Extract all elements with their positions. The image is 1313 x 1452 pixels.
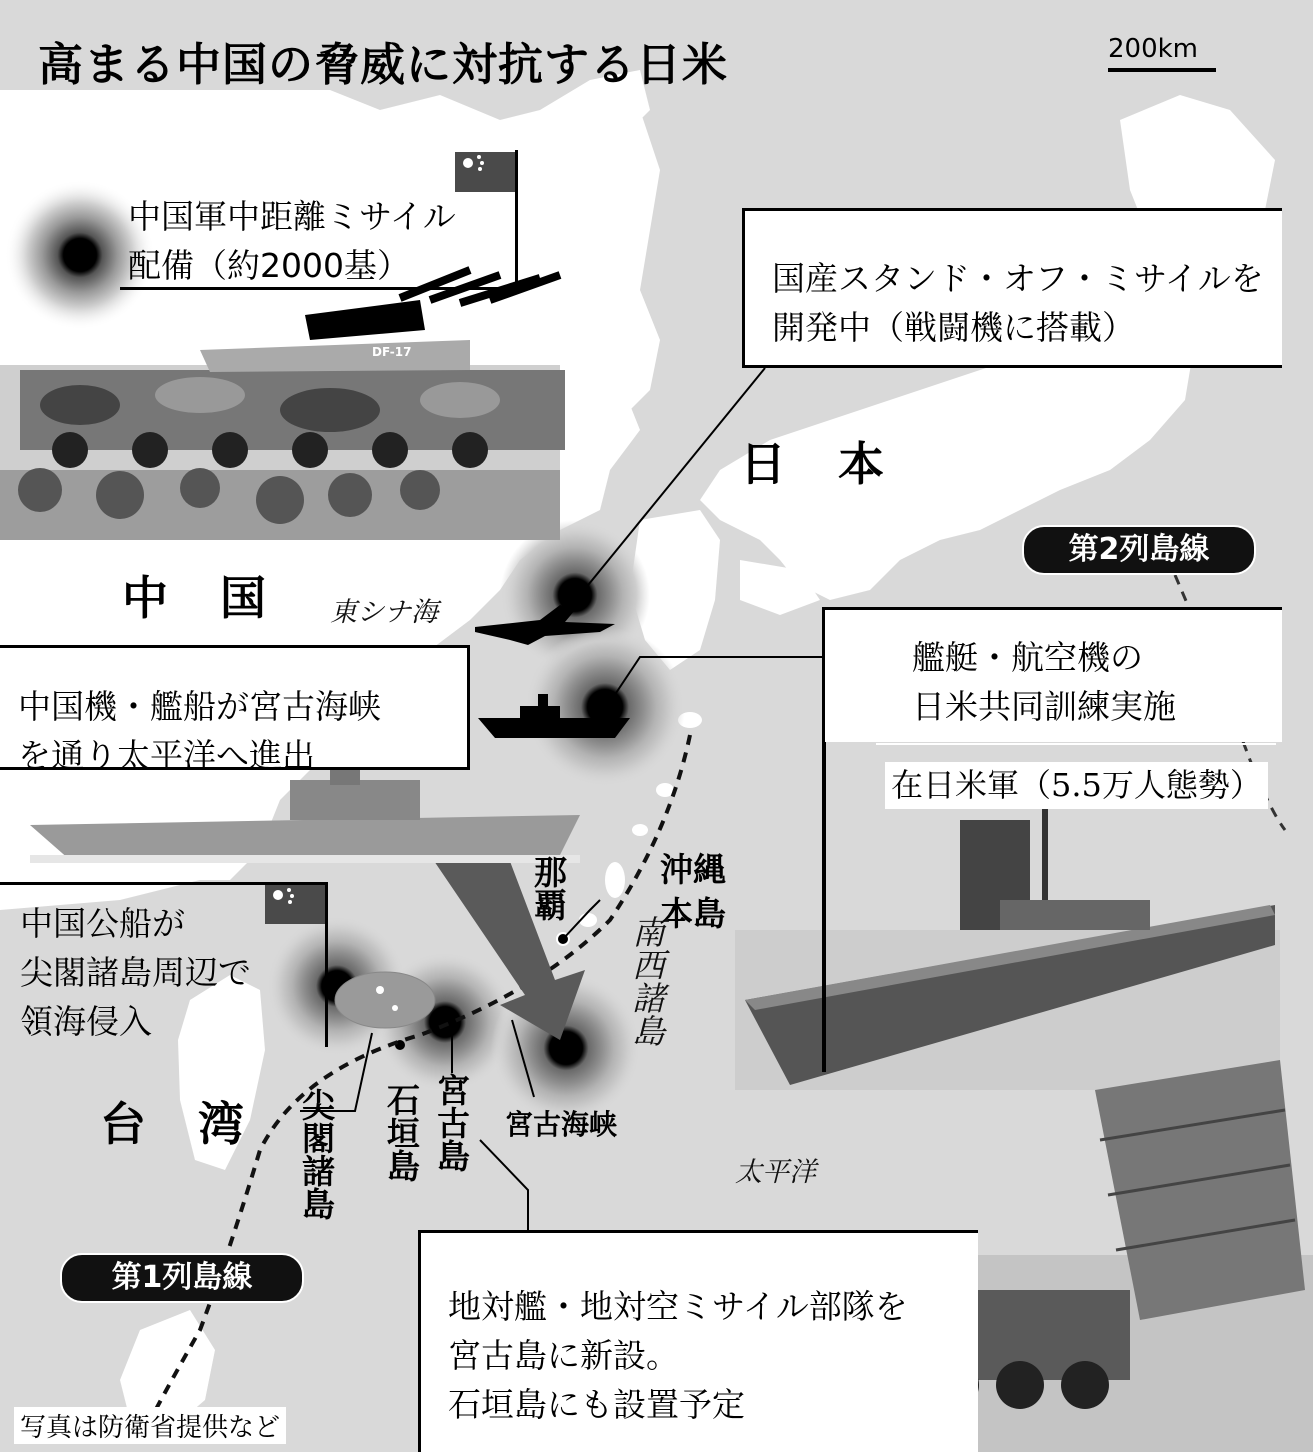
pacific-label: 太平洋 [735, 1157, 816, 1188]
scale-label: 200km [1108, 34, 1199, 64]
second-island-chain-label: 第2列島線 [1022, 525, 1256, 575]
china-label: 中国 [122, 571, 318, 625]
first-island-chain-label: 第1列島線 [60, 1253, 304, 1303]
okinawa-label: 沖縄本島 [660, 850, 726, 933]
df17-marking: DF-17 [372, 345, 412, 359]
coastguard-line-2: 尖閣諸島周辺で [20, 953, 251, 992]
senkaku-islet [392, 1005, 398, 1011]
coastguard-line-1: 中国公船が [20, 904, 185, 943]
page-title: 高まる中国の脅威に対抗する日米 [38, 38, 729, 91]
senkaku-label: 尖閣諸島 [297, 1088, 336, 1220]
joint-training-line-2: 日米共同訓練実施 [912, 687, 1176, 726]
nansei-label: 南西諸島 [627, 915, 666, 1047]
china-vessels-line-1: 中国機・艦船が宮古海峡 [18, 687, 381, 726]
miyako-strait-label: 宮古海峡 [505, 1108, 618, 1141]
standoff-line-2: 開発中（戦闘機に搭載） [772, 308, 1135, 347]
joint-training-line-1: 艦艇・航空機の [912, 638, 1143, 677]
ishigaki-label: 石垣島 [382, 1083, 421, 1182]
japan-label: 日本 [740, 437, 936, 491]
joint-training-divider [876, 743, 1276, 745]
scale-bar [1108, 68, 1216, 72]
missile-unit-line-3: 石垣島にも設置予定 [448, 1385, 745, 1424]
senkaku-zone [335, 972, 435, 1028]
senkaku-islet [376, 986, 384, 994]
joint-training-rule [822, 742, 826, 1072]
taiwan-label: 台湾 [100, 1097, 296, 1151]
missile-unit-line-2: 宮古島に新設。 [448, 1336, 679, 1375]
naha-label: 那覇 [529, 855, 568, 921]
china-vessels-line-2: を通り太平洋へ進出 [18, 736, 315, 775]
photo-credit: 写真は防衛省提供など [14, 1407, 286, 1444]
standoff-line-1: 国産スタンド・オフ・ミサイルを [772, 259, 1264, 298]
china-missile-line-1: 中国軍中距離ミサイル [128, 197, 456, 236]
coastguard-line-3: 領海侵入 [20, 1002, 152, 1041]
korean-peninsula [550, 95, 660, 420]
china-missile-line-2: 配備（約2000基） [128, 246, 410, 285]
us-forces-note: 在日米軍（5.5万人態勢） [885, 762, 1268, 809]
miyako-label: 宮古島 [432, 1073, 471, 1172]
east-china-sea-label: 東シナ海 [330, 597, 438, 628]
missile-unit-line-1: 地対艦・地対空ミサイル部隊を [448, 1287, 908, 1326]
